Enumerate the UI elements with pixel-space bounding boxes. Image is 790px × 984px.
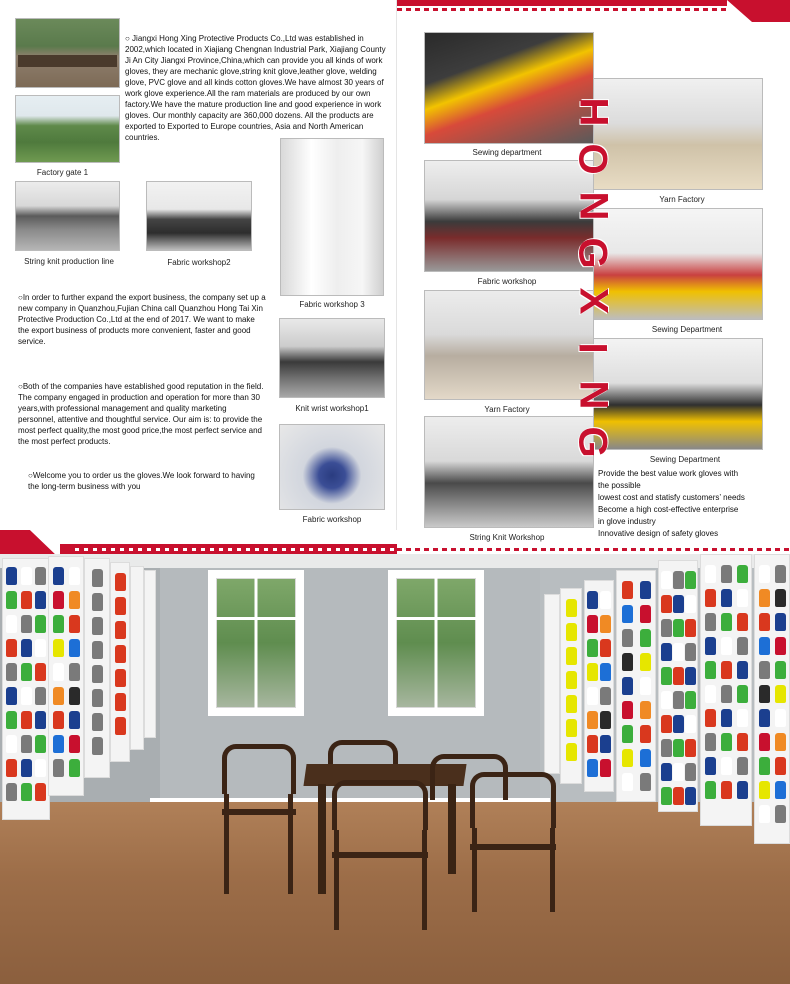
glove-product [775, 757, 786, 775]
glove-display-panel [130, 566, 144, 750]
glove-product [721, 613, 732, 631]
brand-letter: I [571, 342, 615, 354]
glove-product [587, 711, 598, 729]
factory-sign-photo [15, 18, 120, 88]
glove-product [600, 687, 611, 705]
glove-product [673, 667, 684, 685]
glove-product [721, 637, 732, 655]
glove-product [705, 781, 716, 799]
glove-product [721, 709, 732, 727]
glove-product [69, 663, 80, 681]
chair-leg [224, 794, 229, 894]
caption-string-knit-workshop: String Knit Workshop [469, 533, 545, 542]
glove-product [600, 639, 611, 657]
glove-product [721, 589, 732, 607]
glove-product [759, 589, 770, 607]
glove-product [775, 589, 786, 607]
glove-display-panel [544, 594, 560, 774]
brochure-left-page [0, 0, 397, 554]
glove-product [69, 567, 80, 585]
value-line: lowest cost and statisfy customers’ needs [598, 493, 745, 502]
glove-product [53, 759, 64, 777]
company-values [598, 468, 788, 540]
glove-product [587, 615, 598, 633]
glove-product [6, 735, 17, 753]
window-right [388, 570, 484, 716]
glove-product [35, 735, 46, 753]
glove-display-panel [144, 570, 156, 738]
brand-letter: G [571, 426, 615, 458]
glove-product [115, 669, 126, 687]
glove-product [21, 735, 32, 753]
glove-product [721, 685, 732, 703]
caption-fabric-workshop2: Fabric workshop2 [167, 258, 231, 267]
caption-string-knit-line: String knit production line [24, 257, 114, 266]
brand-letter: H [570, 97, 615, 127]
glove-product [640, 677, 651, 695]
glove-product [115, 693, 126, 711]
glove-product [622, 653, 633, 671]
value-line: Become a high cost-effective enterprise [598, 505, 739, 514]
glove-product [35, 663, 46, 681]
glove-product [705, 709, 716, 727]
table-leg [318, 784, 326, 894]
glove-product [673, 763, 684, 781]
glove-product [69, 735, 80, 753]
brand-vertical-text [565, 92, 621, 462]
glove-product [53, 591, 64, 609]
glove-product [673, 715, 684, 733]
chair-seat [222, 809, 296, 815]
glove-product [737, 637, 748, 655]
glove-product [661, 667, 672, 685]
glove-product [685, 787, 696, 805]
glove-product [775, 637, 786, 655]
glove-product [6, 711, 17, 729]
glove-product [566, 743, 577, 761]
glove-product [622, 677, 633, 695]
glove-product [600, 663, 611, 681]
glove-product [92, 737, 103, 755]
caption-fabric-workshop3: Fabric workshop 3 [299, 300, 365, 309]
glove-product [759, 565, 770, 583]
glove-product [35, 687, 46, 705]
caption-sewing-department-2: Sewing Department [651, 325, 723, 334]
glove-product [6, 639, 17, 657]
brand-letter: N [570, 191, 615, 221]
glove-product [35, 567, 46, 585]
glove-product [6, 591, 17, 609]
welcome-paragraph: ○Welcome you to order us the gloves.We look forward to having the long-term business with you [28, 471, 255, 491]
chair-seat [332, 852, 428, 858]
glove-product [661, 715, 672, 733]
factory-gate-photo [15, 95, 120, 163]
brand-letter: O [571, 143, 615, 175]
glove-product [640, 749, 651, 767]
glove-product [640, 581, 651, 599]
glove-product [685, 643, 696, 661]
glove-product [705, 685, 716, 703]
glove-product [6, 663, 17, 681]
glove-product [622, 773, 633, 791]
caption-knit-wrist-workshop1: Knit wrist workshop1 [295, 404, 369, 413]
glove-product [600, 759, 611, 777]
glove-product [759, 661, 770, 679]
glove-product [661, 763, 672, 781]
caption-sewing-department: Sewing department [472, 148, 542, 157]
caption-factory-gate: Factory gate 1 [36, 168, 89, 177]
glove-product [685, 739, 696, 757]
glove-product [775, 781, 786, 799]
glove-product [6, 567, 17, 585]
glove-product [587, 759, 598, 777]
glove-product [587, 687, 598, 705]
chair-leg [550, 828, 555, 912]
glove-product [721, 661, 732, 679]
glove-product [775, 613, 786, 631]
glove-product [685, 715, 696, 733]
glove-product [737, 613, 748, 631]
glove-product [92, 689, 103, 707]
glove-product [21, 759, 32, 777]
glove-product [21, 711, 32, 729]
glove-product [69, 591, 80, 609]
glove-product [69, 711, 80, 729]
glove-product [92, 665, 103, 683]
glove-product [661, 571, 672, 589]
caption-fabric-workshop: Fabric workshop [302, 515, 362, 524]
glove-product [759, 613, 770, 631]
glove-product [69, 759, 80, 777]
glove-product [622, 749, 633, 767]
caption-fabric-workshop-right: Fabric workshop [477, 277, 537, 286]
glove-product [721, 781, 732, 799]
glove-product [600, 735, 611, 753]
glove-product [721, 757, 732, 775]
fabric-workshop2-photo [146, 181, 252, 251]
value-line: Provide the best value work gloves with [598, 469, 739, 478]
brand-letter: N [570, 380, 615, 410]
glove-product [661, 619, 672, 637]
glove-product [35, 615, 46, 633]
glove-product [673, 643, 684, 661]
glove-product [21, 639, 32, 657]
chair [332, 780, 428, 830]
glove-product [705, 589, 716, 607]
glove-product [685, 595, 696, 613]
glove-product [759, 733, 770, 751]
glove-product [587, 663, 598, 681]
glove-product [737, 781, 748, 799]
fabric-workshop3-photo [280, 138, 384, 296]
reputation-paragraph: ○Both of the companies have established good reputation in the field. The company engaged in production and operation for more than 30 years,with professional management and quality marketing personnel, attentive and thoughtful service. Our aim is: to provide the most perfect quality,the most good price,the most perfect service and the most perfect products. [18, 382, 264, 446]
glove-product [92, 569, 103, 587]
glove-product [21, 783, 32, 801]
dashed-strip [397, 8, 727, 11]
glove-product [35, 639, 46, 657]
glove-product [69, 615, 80, 633]
glove-product [705, 613, 716, 631]
glove-product [35, 759, 46, 777]
glove-product [566, 599, 577, 617]
glove-product [759, 781, 770, 799]
glove-product [721, 565, 732, 583]
chair-leg [472, 828, 477, 912]
glove-product [737, 661, 748, 679]
glove-product [587, 735, 598, 753]
glove-product [721, 733, 732, 751]
glove-product [566, 719, 577, 737]
glove-product [737, 565, 748, 583]
chair-leg [422, 830, 427, 930]
red-decorative-band [397, 0, 790, 22]
glove-product [92, 641, 103, 659]
glove-product [737, 709, 748, 727]
glove-product [69, 639, 80, 657]
glove-product [53, 567, 64, 585]
knit-wrist-workshop1-photo [279, 318, 385, 398]
glove-product [705, 733, 716, 751]
glove-product [622, 605, 633, 623]
glove-product [21, 567, 32, 585]
glove-product [661, 787, 672, 805]
glove-product [775, 685, 786, 703]
glove-product [92, 593, 103, 611]
glove-product [759, 757, 770, 775]
glove-product [775, 805, 786, 823]
glove-product [6, 759, 17, 777]
glove-product [685, 619, 696, 637]
glove-product [685, 691, 696, 709]
glove-product [53, 663, 64, 681]
glove-product [685, 667, 696, 685]
glove-product [600, 711, 611, 729]
chair-seat [470, 844, 556, 850]
chair [222, 744, 296, 794]
glove-product [673, 691, 684, 709]
glove-product [6, 783, 17, 801]
glove-product [640, 773, 651, 791]
glove-product [640, 653, 651, 671]
glove-product [737, 685, 748, 703]
glove-product [673, 595, 684, 613]
glove-product [35, 711, 46, 729]
glove-product [759, 805, 770, 823]
brand-letter: X [571, 287, 615, 314]
glove-product [115, 573, 126, 591]
chair-leg [334, 830, 339, 930]
glove-product [115, 645, 126, 663]
glove-product [759, 685, 770, 703]
glove-product [661, 643, 672, 661]
glove-product [92, 713, 103, 731]
glove-product [115, 621, 126, 639]
glove-product [685, 763, 696, 781]
glove-showroom-photo [0, 554, 790, 984]
glove-product [775, 733, 786, 751]
glove-product [53, 735, 64, 753]
glove-product [115, 597, 126, 615]
glove-product [566, 623, 577, 641]
caption-yarn-factory-1: Yarn Factory [659, 195, 705, 204]
value-line: the possible [598, 481, 641, 490]
glove-product [622, 581, 633, 599]
glove-product [566, 671, 577, 689]
glove-product [6, 615, 17, 633]
glove-product [35, 783, 46, 801]
glove-product [53, 711, 64, 729]
value-line: Innovative design of safety gloves [598, 529, 719, 538]
glove-product [53, 615, 64, 633]
window-left [208, 570, 304, 716]
glove-product [600, 615, 611, 633]
intro-paragraph: ○ Jiangxi Hong Xing Protective Products Co.,Ltd was established in 2002,which located in Xiajiang Chengnan Industrial Park, Xiajiang County Ji An City Jiangxi Province,China,which can provide you all kinds of work gloves, they are mechanic glove,string knit glove,leather glove, welding glove, PVC glove and all kinds cotton gloves.We have almost 30 years of work glove experience.All the ram materials are produced by our own factory.We have the mature production line and good experience in work gloves. Our monthly capacity are 360,000 dozens. All the products are exported to Exported to Europe countries, Asia and North American countries. [125, 34, 386, 142]
glove-product [115, 717, 126, 735]
glove-product [705, 757, 716, 775]
chair [470, 772, 556, 828]
expansion-paragraph: ○In order to further expand the export business, the company set up a new company in Quanzhou,Fujian China call Quanzhou Hong Tai Xin Protective Production Co.,Ltd at the end of 2017. We want to make the export business of products more convenient, faster and good service. [18, 293, 266, 346]
glove-product [622, 701, 633, 719]
brochure-right-page [397, 0, 790, 554]
glove-product [640, 725, 651, 743]
glove-product [737, 589, 748, 607]
brand-letter: G [571, 237, 615, 269]
glove-product [759, 709, 770, 727]
glove-product [35, 591, 46, 609]
glove-product [685, 571, 696, 589]
glove-product [759, 637, 770, 655]
caption-sewing-department-3: Sewing Department [649, 455, 721, 464]
glove-product [21, 591, 32, 609]
glove-product [69, 687, 80, 705]
glove-product [53, 687, 64, 705]
glove-product [21, 687, 32, 705]
string-knit-line-photo [15, 181, 120, 251]
glove-product [661, 739, 672, 757]
glove-product [775, 709, 786, 727]
value-line: in glove industry [598, 517, 656, 526]
glove-product [640, 701, 651, 719]
glove-product [673, 787, 684, 805]
chair-leg [288, 794, 293, 894]
glove-product [661, 595, 672, 613]
glove-product [566, 647, 577, 665]
glove-product [673, 619, 684, 637]
glove-product [705, 565, 716, 583]
glove-product [600, 591, 611, 609]
glove-product [640, 629, 651, 647]
glove-product [6, 687, 17, 705]
glove-product [775, 565, 786, 583]
glove-product [566, 695, 577, 713]
glove-product [661, 691, 672, 709]
glove-product [622, 629, 633, 647]
glove-product [21, 615, 32, 633]
glove-product [775, 661, 786, 679]
glove-product [587, 639, 598, 657]
glove-product [92, 617, 103, 635]
glove-product [640, 605, 651, 623]
glove-product [673, 571, 684, 589]
glove-product [673, 739, 684, 757]
glove-product [737, 757, 748, 775]
dashed-strip [70, 548, 397, 551]
glove-product [21, 663, 32, 681]
fabric-workshop-photo [279, 424, 385, 510]
glove-product [587, 591, 598, 609]
glove-product [53, 639, 64, 657]
caption-yarn-factory-2: Yarn Factory [484, 405, 530, 414]
dashed-strip [397, 548, 790, 551]
glove-product [705, 661, 716, 679]
glove-product [737, 733, 748, 751]
glove-product [705, 637, 716, 655]
glove-product [622, 725, 633, 743]
